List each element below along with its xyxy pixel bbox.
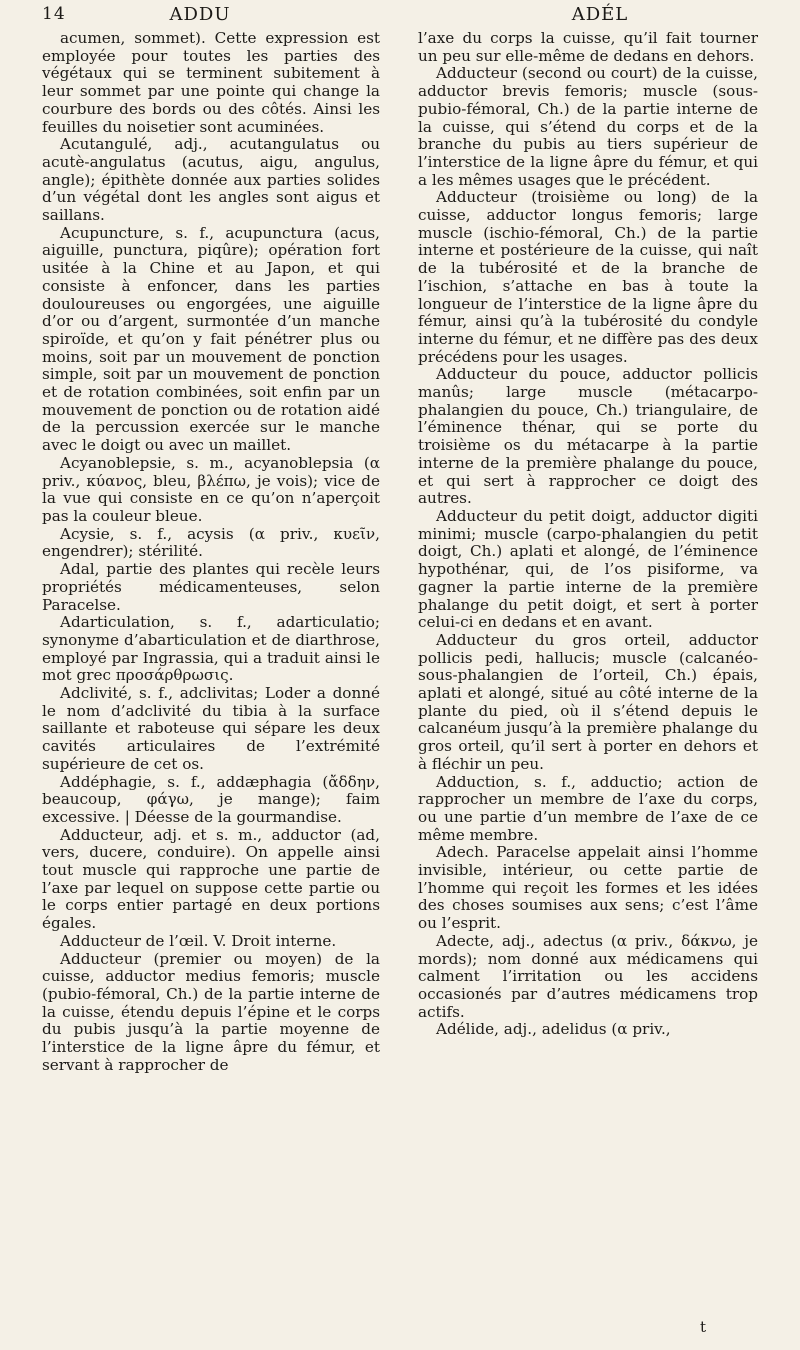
right-column — [418, 30, 758, 1039]
entry-adech: Adech. Paracelse appelait ainsi l’homme invisible, intérieur, ou cette partie de l’homme qui reçoit les formes et les idées des choses soumises aux sens; c’est l’âme ou l’esprit. — [418, 843, 758, 933]
signature-mark: t — [700, 1318, 707, 1336]
left-running-head: ADDU — [169, 4, 231, 25]
entry-adducteur-gros-orteil: Adducteur du gros orteil, adductor pollicis pedi, hallucis; muscle (calcanéo-sous-phalangien de l’orteil, Ch.) épais, aplati et alongé, situé au côté interne de la plante du pied, où il s’étend depuis le calcanéum jusqu’à la première phalange du gros orteil, qu’il sert à porter en dehors et à fléchir un peu. — [418, 630, 758, 773]
entry-adelide: Adélide, adj., adelidus (α priv., — [436, 1020, 671, 1039]
entry-adclivite: Adclivité, s. f., adclivitas; Loder a donné le nom d’adclivité du tibia à la surface saillante et raboteuse qui sépare les deux cavités articulaires de l’extrémité supérieure de cet os. — [42, 684, 380, 773]
entry-acutangule: Acutangulé, adj., acutangulatus ou acutè-angulatus (acutus, aigu, angulus, angle); épithète donnée aux parties solides d’un végétal dont les angles sont aigus et saillans. — [42, 135, 380, 225]
entry-acumen-continued: acumen, sommet). Cette expression est employée pour toutes les parties des végétaux qui se terminent subitement à leur sommet par une pointe qui change la courbure des bords ou des côtés. Ainsi les feuilles du noisetier sont acuminées. — [42, 29, 380, 136]
entry-adducteur-second-cuisse: Adducteur (second ou court) de la cuisse, adductor brevis femoris; muscle (sous-pubio-fémoral, Ch.) de la partie interne de la cuisse, qui s’étend du corps et de la branche du pubis au tiers supérieur de l’interstice de la ligne âpre du fémur, et qui a les mêmes usages que le précédent. — [418, 64, 758, 189]
entry-adducteur-petit-doigt: Adducteur du petit doigt, adductor digiti minimi; muscle (carpo-phalangien du petit doigt, Ch.) aplati et alongé, de l’éminence hypothénar, qui, de l’os pisiforme, va gagner la partie interne de la première phalange du petit doigt, et sert à porter celui-ci en dedans et en avant. — [418, 506, 758, 632]
entry-adducteur-pouce: Adducteur du pouce, adductor pollicis manûs; large muscle (métacarpo-phalangien du pouce, Ch.) triangulaire, de l’éminence thénar, qui se porte du troisième os du métacarpe à la partie interne de la première phalange du pouce, et qui sert à rapprocher ce doigt des autres. — [418, 365, 758, 508]
running-header — [0, 0, 800, 30]
entry-adduction: Adduction, s. f., adductio; action de rapprocher un membre de l’axe du corps, ou une partie d’un membre de l’axe de ce même membre. — [418, 772, 758, 844]
entry-acyanoblepsie: Acyanoblepsie, s. m., acyanoblepsia (α priv., κύανος, bleu, βλέπω, je vois); vice de la vue qui consiste en ce qu’on n’aperçoit pas la couleur bleue. — [42, 453, 380, 525]
right-running-head: ADÉL — [571, 4, 629, 25]
entry-addephagie: Addéphagie, s. f., addæphagia (ἄδδην, beaucoup, φάγω, je mange); faim excessive. | Déesse de la gourmandise. — [42, 772, 380, 826]
entry-adducteur-premier-cuisse: Adducteur (premier ou moyen) de la cuisse, adductor medius femoris; muscle (pubio-fémoral, Ch.) de la partie interne de la cuisse, étendu depuis l’épine et le corps du pubis jusqu’à la partie moyenne de l’interstice de la ligne âpre du fémur, et servant à rapprocher de — [42, 949, 380, 1074]
entry-adducteur-troisieme-cuisse: Adducteur (troisième ou long) de la cuisse, adductor longus femoris; large muscle (ischio-fémoral, Ch.) de la partie interne et postérieure de la cuisse, qui naît de la tubérosité et de la branche de l’ischion, s’attache en bas à toute la longueur de l’interstice de la ligne âpre du fémur, ainsi qu’à la tubérosité du condyle interne du fémur, et ne diffère pas des deux précédens pour les usages. — [418, 188, 758, 366]
entry-adarticulation: Adarticulation, s. f., adarticulatio; synonyme d’abarticulation et de diarthrose, employé par Ingrassia, qui a traduit ainsi le mot grec προσάρθρωσις. — [42, 613, 380, 685]
entry-adducteur: Adducteur, adj. et s. m., adductor (ad, vers, ducere, conduire). On appelle ainsi tout muscle qui rapproche une partie de l’axe par lequel on suppose cette partie ou le corps entier partagé en deux portions égales. — [42, 825, 380, 933]
left-column — [42, 30, 380, 1074]
entry-adal: Adal, partie des plantes qui recèle leurs propriétés médicamenteuses, selon Paracelse. — [42, 560, 380, 614]
entry-adducteur-premier-continued: l’axe du corps la cuisse, qu’il fait tourner un peu sur elle-même de dedans en dehors. — [418, 29, 758, 65]
entry-adducteur-oeil: Adducteur de l’œil. V. Droit interne. — [60, 931, 337, 950]
entry-acysie: Acysie, s. f., acysis (α priv., κυεῖν, engendrer); stérilité. — [42, 524, 380, 561]
entry-adecte: Adecte, adj., adectus (α priv., δάκνω, je mords); nom donné aux médicamens qui calment l’irritation ou les accidens occasionés par d’autres médicamens trop actifs. — [418, 931, 758, 1021]
entry-acupuncture: Acupuncture, s. f., acupunctura (acus, aiguille, punctura, piqûre); opération fort usitée à la Chine et au Japon, et qui consiste à enfoncer, dans les parties douloureuses ou engorgées, une aiguille d’or ou d’argent, surmontée d’un manche spiroïde, et qu’on y fait pénétrer plus ou moins, soit par un mouvement de ponction simple, soit par un mouvement de ponction et de rotation combinées, soit enfin par un mouvement de ponction ou de rotation aidé de la percussion exercée sur le manche avec le doigt ou avec un maillet. — [42, 223, 380, 455]
page-number: 14 — [42, 4, 66, 24]
